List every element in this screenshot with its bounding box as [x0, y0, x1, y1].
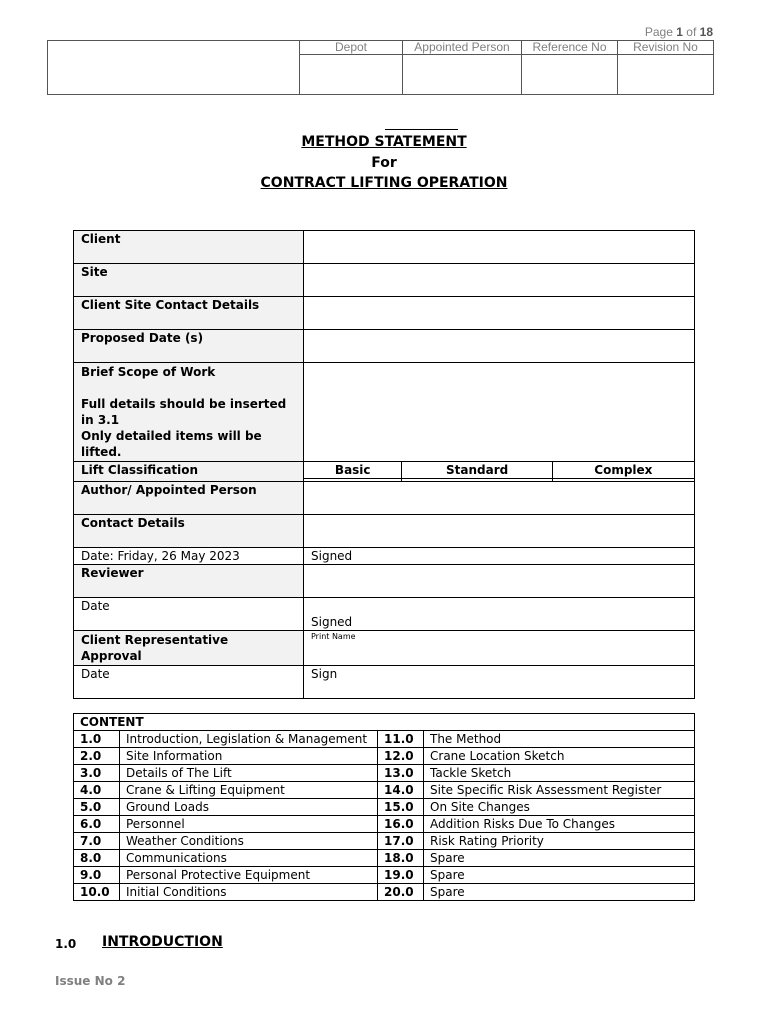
proposed-date-field[interactable]	[304, 330, 695, 363]
page-number	[645, 25, 713, 39]
contents-number: 18.0	[378, 850, 424, 867]
contents-heading: CONTENT	[74, 714, 695, 731]
section-number: 1.0	[55, 937, 77, 951]
contents-number: 15.0	[378, 799, 424, 816]
reviewer-date-label: Date	[74, 598, 304, 631]
issue-number: Issue No 2	[55, 974, 126, 988]
client-contact-label: Client Site Contact Details	[74, 297, 304, 330]
contents-title: Crane & Lifting Equipment	[120, 782, 378, 799]
contents-number: 7.0	[74, 833, 120, 850]
contents-title: Personal Protective Equipment	[120, 867, 378, 884]
contents-row	[74, 833, 695, 850]
site-field[interactable]	[304, 264, 695, 297]
author-label: Author/ Appointed Person	[74, 482, 304, 515]
contents-row	[74, 816, 695, 833]
client-field[interactable]	[304, 231, 695, 264]
title-rule	[385, 129, 458, 130]
contents-title: The Method	[424, 731, 695, 748]
appointed-person-label: Appointed Person	[403, 41, 522, 55]
contents-number: 17.0	[378, 833, 424, 850]
author-date: Date: Friday, 26 May 2023	[74, 548, 304, 565]
contents-title: Introduction, Legislation & Management	[120, 731, 378, 748]
contents-row	[74, 748, 695, 765]
sign-field[interactable]: Sign	[304, 666, 695, 699]
depot-value[interactable]	[300, 55, 403, 95]
contents-title: Personnel	[120, 816, 378, 833]
client-rep-label	[74, 631, 304, 666]
page-total: 18	[699, 25, 713, 39]
contents-number: 9.0	[74, 867, 120, 884]
client-rep-line-1: Client Representative	[81, 633, 229, 647]
contents-number: 12.0	[378, 748, 424, 765]
logo-cell	[48, 41, 300, 95]
site-label: Site	[74, 264, 304, 297]
contact-details-field[interactable]	[304, 515, 695, 548]
title-line-2: For	[371, 155, 397, 171]
contents-title: Addition Risks Due To Changes	[424, 816, 695, 833]
print-name-field[interactable]: Print Name	[304, 631, 695, 666]
contents-number: 20.0	[378, 884, 424, 901]
author-form	[73, 481, 695, 699]
contents-title: Initial Conditions	[120, 884, 378, 901]
revision-no-label: Revision No	[618, 41, 714, 55]
scope-field[interactable]	[304, 363, 695, 462]
contents-number: 19.0	[378, 867, 424, 884]
page-current: 1	[676, 25, 683, 39]
contents-title: On Site Changes	[424, 799, 695, 816]
contact-details-label: Contact Details	[74, 515, 304, 548]
contents-number: 5.0	[74, 799, 120, 816]
scope-label	[74, 363, 304, 462]
contents-title: Ground Loads	[120, 799, 378, 816]
client-contact-field[interactable]	[304, 297, 695, 330]
page-sep: of	[686, 25, 697, 39]
reference-no-value[interactable]	[522, 55, 618, 95]
contents-row	[74, 782, 695, 799]
contents-number: 4.0	[74, 782, 120, 799]
contents-title: Details of The Lift	[120, 765, 378, 782]
contents-number: 2.0	[74, 748, 120, 765]
contents-title: Tackle Sketch	[424, 765, 695, 782]
title-line-1: METHOD STATEMENT	[301, 134, 467, 150]
contents-title: Spare	[424, 850, 695, 867]
lift-class-label: Lift Classification	[74, 462, 304, 495]
depot-label: Depot	[300, 41, 403, 55]
class-complex-label: Complex	[552, 462, 694, 479]
reviewer-label: Reviewer	[74, 565, 304, 598]
contents-number: 11.0	[378, 731, 424, 748]
contents-number: 8.0	[74, 850, 120, 867]
reference-no-label: Reference No	[522, 41, 618, 55]
contents-title: Site Specific Risk Assessment Register	[424, 782, 695, 799]
contents-title: Communications	[120, 850, 378, 867]
class-basic-label: Basic	[304, 462, 402, 479]
contents-row	[74, 884, 695, 901]
reviewer-field[interactable]	[304, 565, 695, 598]
contents-number: 1.0	[74, 731, 120, 748]
client-label: Client	[74, 231, 304, 264]
author-signed[interactable]: Signed	[304, 548, 695, 565]
client-date-label: Date	[74, 666, 304, 699]
page-prefix: Page	[644, 25, 673, 39]
contents-row	[74, 850, 695, 867]
contents-row	[74, 765, 695, 782]
contents-number: 16.0	[378, 816, 424, 833]
contents-number: 3.0	[74, 765, 120, 782]
title-line-3: CONTRACT LIFTING OPERATION	[260, 175, 508, 191]
contents-title: Crane Location Sketch	[424, 748, 695, 765]
scope-title: Brief Scope of Work	[81, 365, 216, 379]
contents-number: 6.0	[74, 816, 120, 833]
contents-title: Weather Conditions	[120, 833, 378, 850]
client-form	[73, 230, 695, 495]
class-standard-label: Standard	[402, 462, 552, 479]
appointed-person-value[interactable]	[403, 55, 522, 95]
contents-row	[74, 799, 695, 816]
contents-row	[74, 731, 695, 748]
contents-title: Spare	[424, 867, 695, 884]
contents-title: Site Information	[120, 748, 378, 765]
author-field[interactable]	[304, 482, 695, 515]
client-rep-line-2: Approval	[81, 649, 142, 663]
scope-note-2: Only detailed items will be lifted.	[81, 429, 262, 459]
revision-no-value[interactable]	[618, 55, 714, 95]
scope-note-1: Full details should be inserted in 3.1	[81, 397, 287, 427]
reviewer-signed[interactable]: Signed	[304, 598, 695, 631]
contents-row	[74, 867, 695, 884]
contents-table	[73, 713, 695, 901]
contents-number: 14.0	[378, 782, 424, 799]
header-table	[47, 40, 714, 95]
contents-title: Spare	[424, 884, 695, 901]
proposed-date-label: Proposed Date (s)	[74, 330, 304, 363]
contents-title: Risk Rating Priority	[424, 833, 695, 850]
contents-number: 13.0	[378, 765, 424, 782]
contents-number: 10.0	[74, 884, 120, 901]
section-title: INTRODUCTION	[102, 934, 223, 950]
